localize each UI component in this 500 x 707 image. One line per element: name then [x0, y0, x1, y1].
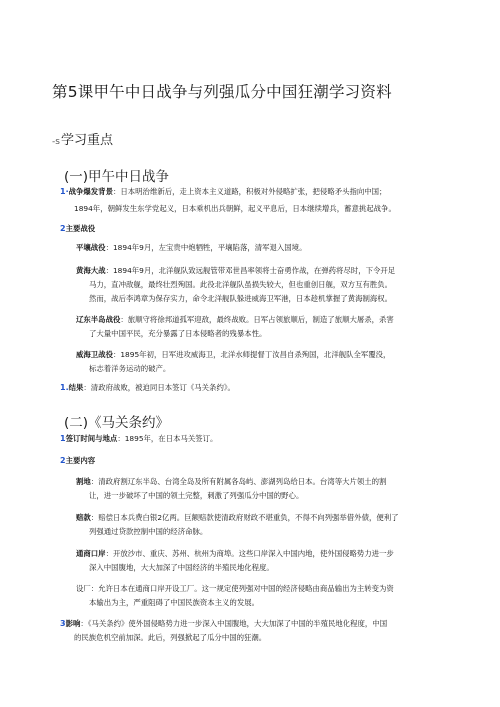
part2-item2: [60, 456, 95, 466]
part1-item1-line2: 1894年，朝鲜发生东学党起义，日本乘机出兵朝鲜，起义平息后，日本继续增兵，蓄意挑起战争。: [74, 204, 396, 213]
item-number: 2: [60, 224, 66, 233]
clause-label: 通商口岸: [76, 549, 106, 558]
item-label: 影响: [65, 619, 81, 628]
battle-label: 辽东半岛战役: [76, 315, 121, 324]
part1-item1: [60, 187, 386, 197]
factory-line2: 本输出为主，严重阻碍了中国民族资本主义的发展。: [89, 598, 259, 607]
part2-item3: [60, 619, 387, 629]
cession-line2: 让，进一步破坏了中国的领土完整，刺激了列强瓜分中国的野心。: [89, 491, 304, 500]
item-text: ：1895年，在日本马关签订。: [117, 434, 218, 443]
battle-text: ：旅顺守将徐邦道孤军迎敌，最终战败。日军占领旅顺后，制造了旅顺大屠杀，杀害: [120, 315, 394, 324]
pingrang-battle: [76, 243, 306, 253]
cession-clause: [76, 477, 386, 487]
clause-label: 设厂: [76, 584, 91, 593]
item-text: ：《马关条约》使外国侵略势力进一步深入中国腹地，大大加深了中国的半殖民地化程度，中国: [80, 619, 388, 628]
item-number: 1·: [60, 187, 69, 196]
clause-text: ：赔偿日本兵费白银2亿两。巨额赔款使清政府财政不堪重负，不得不向列强举借外债，便利了: [90, 513, 399, 522]
clause-text: ：清政府割辽东半岛、台湾全岛及所有附属各岛屿、澎湖列岛给日本。台湾等大片领土的割: [90, 477, 387, 486]
ports-clause: [76, 549, 394, 559]
liaodong-battle: [76, 315, 394, 325]
part1-item2: [60, 224, 95, 234]
huanghai-battle: [76, 266, 395, 276]
part2-item1: [60, 434, 217, 444]
huanghai-line2: 马力，直冲敌舰，最终壮烈殉国。此役北洋舰队虽损失较大，但也重创日舰，双方互有胜负。: [89, 280, 393, 289]
part2-heading: (二)《马关条约》: [64, 415, 170, 431]
clause-text: ：开放沙市、重庆、苏州、杭州为商埠。这些口岸深入中国内地，使外国侵略势力进一步: [105, 549, 394, 558]
item-number: 2: [60, 456, 66, 465]
factory-clause: [76, 584, 394, 594]
item-label: 结果: [68, 383, 84, 392]
huanghai-line3: 然而，战后李鸿章为保存实力，命令北洋舰队躲进威海卫军港，日本趁机掌握了黄海制海权。: [89, 294, 393, 303]
item-number: 3: [60, 619, 66, 628]
clause-label: 赔款: [76, 513, 91, 522]
section-marker: -s: [52, 137, 60, 147]
clause-text: ：允许日本在通商口岸开设工厂。这一规定使列强对中国的经济侵略由商品输出为主转变为资: [90, 584, 394, 593]
liaodong-line2: 了大量中国平民，充分暴露了日本侵略者的残暴本性。: [89, 329, 267, 338]
item-number: 1: [60, 434, 66, 443]
battle-label: 平壤战役: [76, 243, 106, 252]
page-title: 第5课甲午中日战争与列强瓜分中国狂潮学习资料: [52, 83, 392, 101]
item-label: 主要内容: [65, 456, 96, 465]
indemnity-clause: [76, 513, 399, 523]
weihaiwei-line2: 标志着洋务运动的破产。: [89, 364, 171, 373]
section-label: 学习重点: [60, 133, 113, 148]
item-sep: ：: [112, 187, 121, 196]
ports-line2: 深入中国腹地，大大加深了中国经济的半殖民地化程度。: [89, 563, 274, 572]
part1-item3: [60, 383, 235, 393]
battle-label: 黄海大战: [76, 266, 106, 275]
item-text: ：清政府战败，被迫同日本签订《马关条约》。: [83, 383, 235, 392]
item-label: 战争爆发背景: [68, 187, 113, 196]
battle-label: 威海卫战役: [76, 350, 113, 359]
item-text: 日本明治维新后，走上资本主义道路，积极对外侵略扩张，把侵略矛头指向中国；: [120, 187, 387, 196]
clause-label: 割地: [76, 477, 91, 486]
battle-text: ：1894年9月，左宝贵中炮牺牲，平壤陷落，清军退入国境。: [105, 243, 307, 252]
weihaiwei-battle: [76, 350, 390, 360]
section-heading: [52, 129, 113, 148]
item-number: 1.: [60, 383, 69, 392]
battle-text: ：1895年初，日军进攻威海卫，北洋水师提督丁汝昌自杀殉国，北洋舰队全军覆没，: [112, 350, 391, 359]
battle-text: ：1894年9月，北洋舰队致远舰管带邓世昌率领将士奋勇作战，在弹药将尽时，下令开足: [105, 266, 396, 275]
part2-item3-line2: 的民族危机空前加深。此后，列强掀起了瓜分中国的狂潮。: [74, 633, 267, 642]
part1-heading: (一)甲午中日战争: [64, 169, 170, 185]
item-label: 签订时间与地点: [65, 434, 118, 443]
indemnity-line2: 列强通过贷款控制中国的经济命脉。: [89, 527, 208, 536]
item-label: 主要战役: [65, 224, 96, 233]
